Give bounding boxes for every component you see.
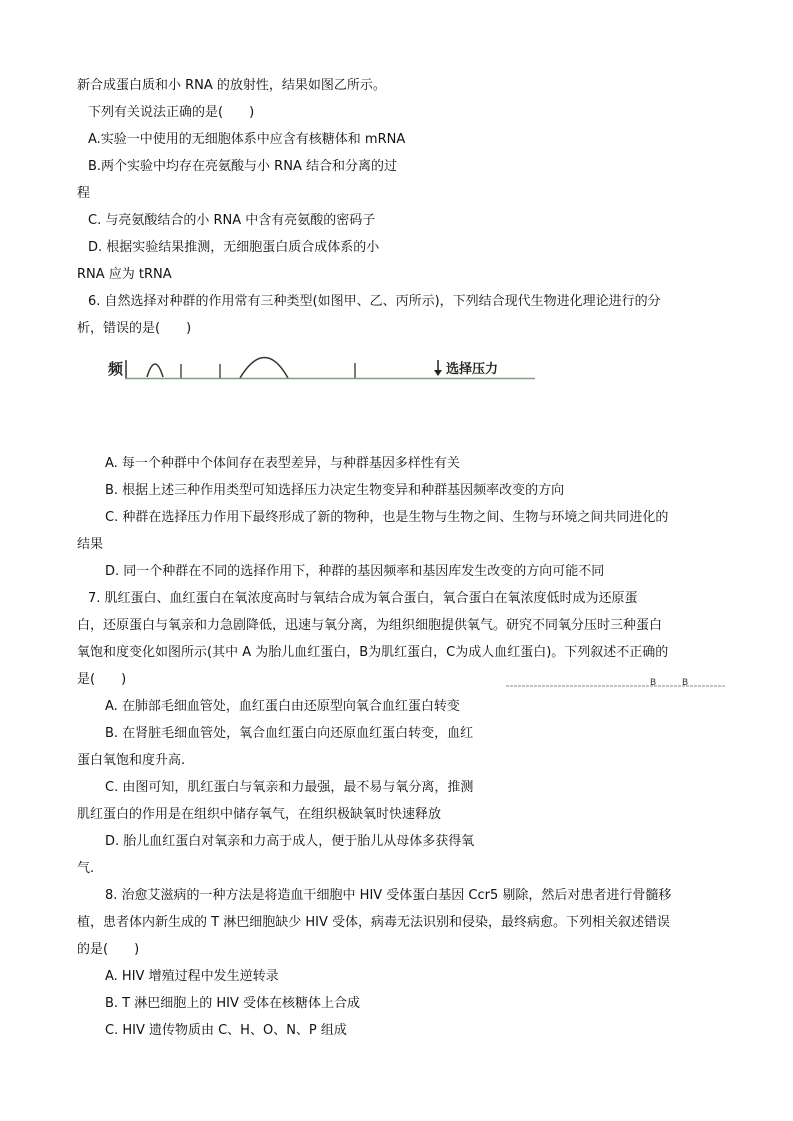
question-6: 6. 自然选择对种群的作用常有三种类型(如图甲、乙、丙所示)，下列结合现代生物进化理论进行的分 <box>88 294 661 309</box>
option-b-continued: 蛋白氧饱和度升高. <box>77 753 186 768</box>
oxygen-saturation-figure-fragment <box>500 677 730 691</box>
option-c-continued: 结果 <box>77 537 104 552</box>
option-d: D. 根据实验结果推测，无细胞蛋白质合成体系的小 <box>88 240 380 255</box>
option-a: A.实验一中使用的无细胞体系中应含有核糖体和 mRNA <box>88 132 406 147</box>
option-c: C. HIV 遗传物质由 C、H、O、N、P 组成 <box>105 1023 347 1038</box>
question-8-continued: 的是( ) <box>77 942 140 957</box>
frequency-axis-label: 频 <box>108 360 124 378</box>
option-c-continued: 肌红蛋白的作用是在组织中储存氧气，在组织极缺氧时快速释放 <box>77 807 442 822</box>
option-a: A. HIV 增殖过程中发生逆转录 <box>105 969 279 984</box>
selection-pressure-label: 选择压力 <box>446 362 499 377</box>
question-prompt: 下列有关说法正确的是( ) <box>88 105 255 120</box>
option-d: D. 同一个种群在不同的选择作用下，种群的基因频率和基因库发生改变的方向可能不同 <box>105 564 605 579</box>
option-d-continued: 气. <box>77 861 95 876</box>
distribution-curve <box>240 358 288 379</box>
option-b: B.两个实验中均存在亮氨酸与小 RNA 结合和分离的过 <box>88 159 397 174</box>
option-a: A. 每一个种群中个体间存在表型差异，与种群基因多样性有关 <box>105 456 460 471</box>
option-b: B. T 淋巴细胞上的 HIV 受体在核糖体上合成 <box>105 996 361 1011</box>
option-b: B. 根据上述三种作用类型可知选择压力决定生物变异和种群基因频率改变的方向 <box>105 483 565 498</box>
option-a: A. 在肺部毛细血管处，血红蛋白由还原型向氧合血红蛋白转变 <box>105 699 460 714</box>
option-d-continued: RNA 应为 tRNA <box>77 267 172 282</box>
option-c: C. 由图可知，肌红蛋白与氧亲和力最强，最不易与氧分离，推测 <box>105 780 474 795</box>
option-b-continued: 程 <box>77 186 91 201</box>
question-7-continued: 是( ) <box>77 672 127 687</box>
question-7: 7. 肌红蛋白、血红蛋白在氧浓度高时与氧结合成为氧合蛋白，氧合蛋白在氧浓度低时成为还原蛋 <box>88 591 638 606</box>
question-7-continued: 白，还原蛋白与氧亲和力急剧降低，迅速与氧分离，为组织细胞提供氧气。研究不同氧分压时三种蛋白 <box>77 618 663 633</box>
option-c: C. 与亮氨酸结合的小 RNA 中含有亮氨酸的密码子 <box>88 213 376 228</box>
text-line: 新合成蛋白质和小 RNA 的放射性，结果如图乙所示。 <box>77 78 386 93</box>
arrow-icon <box>434 370 442 376</box>
selection-figure <box>105 345 545 385</box>
question-8: 8. 治愈艾滋病的一种方法是将造血干细胞中 HIV 受体蛋白基因 Ccr5 剔除，然后对患者进行骨髓移 <box>105 888 672 903</box>
option-b: B. 在肾脏毛细血管处，氧合血红蛋白向还原血红蛋白转变，血红 <box>105 726 474 741</box>
curve-label-b: B <box>682 678 689 688</box>
question-8-continued: 植，患者体内新生成的 T 淋巴细胞缺少 HIV 受体，病毒无法识别和侵染，最终病愈。下列相关叙述错误 <box>77 915 670 930</box>
question-7-continued: 氧饱和度变化如图所示(其中 A 为胎儿血红蛋白，B为肌红蛋白，C为成人血红蛋白)。下列叙述不正确的 <box>77 645 669 660</box>
question-6-continued: 析，错误的是( ) <box>77 321 192 336</box>
distribution-curve <box>147 364 163 377</box>
option-c: C. 种群在选择压力作用下最终形成了新的物种，也是生物与生物之间、生物与环境之间共同进化的 <box>105 510 669 525</box>
option-d: D. 胎儿血红蛋白对氧亲和力高于成人，便于胎儿从母体多获得氧 <box>105 834 475 849</box>
curve-label-b: B <box>650 678 657 688</box>
